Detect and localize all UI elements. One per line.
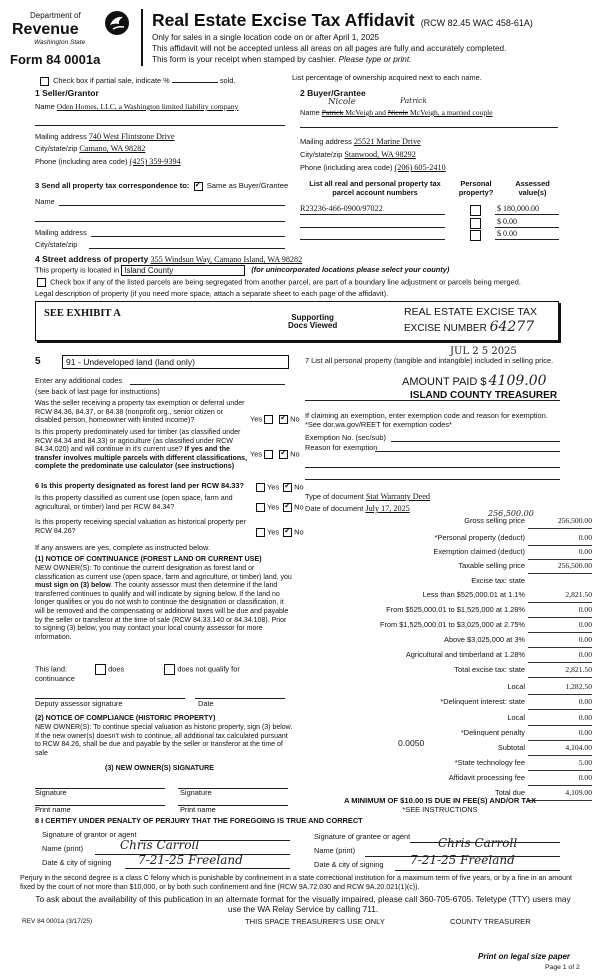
perjury-notice bbox=[20, 874, 586, 891]
correspondence-name-label: Name bbox=[35, 197, 55, 206]
partial-percent-field[interactable] bbox=[172, 74, 218, 83]
gross-price-handwritten: 256,500.00 bbox=[488, 509, 534, 518]
tax-line-value[interactable]: 0.00 bbox=[528, 650, 592, 663]
land-use-select[interactable]: 91 - Undeveloped land (land only) bbox=[62, 355, 289, 369]
buyer-address[interactable]: 25521 Marine Drive bbox=[353, 137, 421, 146]
grantee-date-label: Date & city of signing bbox=[314, 860, 384, 869]
correspondence-heading: 3 Send all property tax correspondence to: bbox=[35, 181, 190, 190]
grantor-name-handwritten: Chris Carroll bbox=[120, 838, 200, 852]
seller-phone[interactable]: (425) 359-9394 bbox=[129, 157, 181, 166]
revenue-mark-icon bbox=[104, 10, 130, 36]
deputy-date-label: Date bbox=[198, 699, 214, 708]
tax-line-value[interactable]: 0.00 bbox=[528, 728, 592, 741]
q2-no-label: No bbox=[290, 449, 300, 459]
buyer-address-row bbox=[300, 137, 421, 147]
page-number: Page 1 of 2 bbox=[545, 964, 580, 971]
doc-date-label: Date of document bbox=[305, 504, 364, 513]
s6-q3-yes-label: Yes bbox=[267, 527, 280, 537]
buyer-city[interactable]: Stanwood, WA 98292 bbox=[344, 150, 416, 159]
seller-name-line-2 bbox=[35, 124, 285, 126]
s6-q1-yes-no bbox=[254, 483, 304, 492]
seller-heading: 1 Seller/Grantor bbox=[35, 88, 99, 98]
tax-line-value[interactable]: 0.00 bbox=[528, 605, 592, 618]
excise-stamp bbox=[404, 306, 537, 335]
local-rate: 0.0050 bbox=[398, 738, 425, 748]
parcel-number-field[interactable]: R23236-466-0900/97022 bbox=[300, 204, 445, 215]
additional-codes-note: (see back of last page for instructions) bbox=[35, 387, 160, 396]
owner-print-label-2: Print name bbox=[180, 805, 216, 814]
same-as-buyer-label: Same as Buyer/Grantee bbox=[206, 181, 289, 190]
tax-line-label: Above $3,025,000 at 3% bbox=[444, 635, 525, 644]
notice-3 bbox=[152, 55, 411, 65]
grantee-date-handwritten: 7-21-25 Freeland bbox=[410, 853, 515, 867]
legal-description-label: Legal description of property (if you need more space, attach a separate sheet to each page of the affidavit). bbox=[35, 289, 389, 298]
tax-line-value[interactable]: 5.00 bbox=[528, 758, 592, 771]
tax-line-label: Agricultural and timberland at 1.28% bbox=[405, 650, 525, 659]
exemption-number-field[interactable] bbox=[391, 440, 560, 442]
exemption-number-row bbox=[305, 434, 560, 443]
correspondence-city-row bbox=[35, 241, 285, 250]
form-title-row bbox=[152, 10, 533, 31]
parcel-number-field[interactable] bbox=[300, 229, 445, 240]
q2-yes-checkbox[interactable] bbox=[264, 450, 273, 459]
correspondence-name-row bbox=[35, 198, 285, 207]
property-address-row bbox=[35, 254, 302, 265]
seller-name-label: Name bbox=[35, 102, 55, 111]
correspondence-name-line-2 bbox=[35, 220, 285, 222]
timber-question bbox=[35, 428, 249, 471]
if-yes-instructions: If any answers are yes, complete as instructed below. bbox=[35, 543, 210, 552]
property-address[interactable]: 355 Windsun Way, Camano Island, WA 98282 bbox=[150, 255, 303, 264]
doc-date[interactable]: July 17, 2025 bbox=[365, 504, 410, 513]
header-divider bbox=[141, 9, 143, 66]
tax-line-value[interactable]: 0.00 bbox=[528, 697, 592, 710]
tax-line-value[interactable]: 4,109.00 bbox=[528, 788, 592, 801]
correspondence-address-field[interactable] bbox=[91, 235, 285, 237]
timber-question-bold: If yes and the transfer involves multiple parcels with different classifications, complete the predominate use calculator (see instructions) bbox=[35, 445, 248, 470]
grantor-date-handwritten: 7-21-25 Freeland bbox=[138, 853, 243, 867]
grantee-name-label: Name (print) bbox=[314, 846, 356, 855]
q2-no-checkbox[interactable] bbox=[279, 450, 288, 459]
form-number: Form 84 0001a bbox=[10, 52, 101, 67]
tax-line-value[interactable]: 0.00 bbox=[528, 773, 592, 786]
parcel-personal-checkbox[interactable] bbox=[470, 218, 481, 229]
buyer-name-struck-2: Nicole bbox=[387, 108, 409, 117]
partial-sold-label: sold. bbox=[219, 76, 236, 85]
grantee-date-field[interactable] bbox=[395, 869, 560, 871]
q1-yes-label: Yes bbox=[250, 414, 263, 424]
buyer-phone-label: Phone (including area code) bbox=[300, 163, 393, 172]
exemption-instructions: If claiming an exemption, enter exemption code and reason for exemption. *See dor.wa.gov/REET for exemption codes* bbox=[305, 411, 548, 429]
tax-line-label: Total excise tax: state bbox=[454, 665, 525, 674]
parcel-col-numbers: List all real and personal property tax parcel account numbers bbox=[309, 179, 441, 197]
county-prefix: This property is located in bbox=[35, 265, 120, 275]
doc-date-row bbox=[305, 504, 410, 514]
legal-paper-note: Print on legal size paper bbox=[478, 952, 571, 961]
tax-line-label: *State technology fee bbox=[454, 758, 525, 767]
timber-question-text: Is this property predominately used for timber (as classified under RCW 84.34 and 84.33) or agriculture (as classified under RCW 84.34.020) and will continue in it's current use? bbox=[35, 428, 241, 453]
exemption-reason-field[interactable] bbox=[375, 450, 560, 452]
dor-logo bbox=[12, 8, 132, 52]
s6-q1-no-checkbox[interactable] bbox=[283, 483, 292, 492]
logo-agency-line2: Revenue bbox=[12, 21, 79, 38]
buyer-name-struck-1: Patrick bbox=[321, 108, 344, 117]
treasurer-stamp: ISLAND COUNTY TREASURER bbox=[410, 389, 558, 401]
grantee-name-handwritten: Chris Carroll bbox=[438, 836, 518, 850]
correspondence-city-field[interactable] bbox=[89, 247, 285, 249]
tax-line-value[interactable]: 0.00 bbox=[528, 635, 592, 648]
seller-name[interactable]: Oden Homes, LLC, a Washington limited liability company bbox=[56, 102, 239, 111]
s6-q2-no-checkbox[interactable] bbox=[283, 503, 292, 512]
doc-type-label: Type of document bbox=[305, 492, 364, 501]
seller-address[interactable]: 740 West Flintstone Drive bbox=[88, 132, 175, 141]
owner-signature-label-1: Signature bbox=[35, 788, 67, 797]
exemption-question: Was the seller receiving a property tax exemption or deferral under RCW 84.36, 84.37, or 84.38 (nonprofit org., senior citizen or disabled person, homeowner with limited income)? bbox=[35, 399, 245, 424]
notice-body-b: must sign on (3) below bbox=[35, 582, 111, 590]
correspondence-name-field[interactable] bbox=[59, 204, 285, 206]
same-as-buyer-checkbox[interactable] bbox=[194, 182, 203, 191]
s6-q1-no-label: No bbox=[294, 482, 304, 492]
tax-line-label: Exemption claimed (deduct) bbox=[433, 547, 525, 556]
buyer-city-row bbox=[300, 150, 416, 160]
logo-agency-line1: Department of bbox=[30, 11, 81, 20]
stamp-docs-viewed: Docs Viewed bbox=[288, 321, 338, 330]
seller-address-label: Mailing address bbox=[35, 132, 87, 141]
exemption-reason-line-3 bbox=[305, 478, 560, 480]
notice-2: This affidavit will not be accepted unless all areas on all pages are fully and accurately completed. bbox=[152, 44, 507, 53]
correspondence-city-label: City/state/zip bbox=[35, 240, 78, 249]
tax-line-label: Local bbox=[507, 713, 525, 722]
legal-description-box[interactable] bbox=[35, 301, 559, 341]
form-citation: (RCW 82.45 WAC 458-61A) bbox=[420, 18, 533, 28]
q2-yes-label: Yes bbox=[250, 449, 263, 459]
stamp-supporting: Supporting bbox=[291, 313, 334, 322]
parcel-personal-checkbox[interactable] bbox=[470, 230, 481, 241]
personal-property-title bbox=[305, 357, 560, 366]
buyer-hand-second: Patrick bbox=[400, 96, 427, 105]
form-title: Real Estate Excise Tax Affidavit bbox=[152, 10, 415, 30]
s6-q2-yes-label: Yes bbox=[267, 502, 280, 512]
excise-number-row bbox=[404, 319, 537, 336]
land-does-checkbox[interactable] bbox=[95, 664, 106, 675]
personal-property-line-1 bbox=[305, 399, 560, 401]
s6-q1-yes-label: Yes bbox=[267, 482, 280, 492]
tax-line-label: Less than $525,000.01 at 1.1% bbox=[422, 590, 525, 599]
buyer-name-line-2 bbox=[300, 126, 558, 128]
tax-line-label: Total due bbox=[495, 788, 525, 797]
seller-address-row bbox=[35, 132, 285, 142]
exemption-reason-line-2 bbox=[305, 466, 560, 468]
doc-type-row bbox=[305, 492, 430, 502]
parcel-personal-checkbox[interactable] bbox=[470, 205, 481, 216]
personal-property-title-text: 7 List all personal property (tangible and intangible) included in selling price. bbox=[305, 356, 554, 365]
tax-line-value[interactable]: 256,500.00 bbox=[528, 561, 592, 574]
grantor-signature-label: Signature of grantor or agent bbox=[42, 830, 137, 839]
s6-q2-no-label: No bbox=[294, 502, 304, 512]
buyer-hand-first: Nicole bbox=[328, 97, 356, 107]
s6-q3-yes-checkbox[interactable] bbox=[256, 528, 265, 537]
seller-name-row bbox=[35, 102, 285, 112]
property-address-label: 4 Street address of property bbox=[35, 254, 149, 264]
notice-3-text: This form is your receipt when stamped by cashier. bbox=[152, 55, 337, 64]
date-received-stamp: JUL 2 5 2025 bbox=[450, 346, 517, 357]
land-does-label: does bbox=[108, 664, 125, 674]
segregated-label: Check box if any of the listed parcels are being segregated from another parcel, are part of a boundary line adjustment or parcels being merged. bbox=[50, 277, 521, 287]
additional-codes-row bbox=[35, 377, 285, 386]
perjury-notice-text: Perjury in the second degree is a class C felony which is punishable by confinement in a state correctional institution for a maximum term of five years, or by a fine in an amount fixed by the court of not more than $10,000, or by both such confinement and fine (RCW 9A.72.030 and RCW 9A.20.021(1)(c)). bbox=[20, 874, 573, 891]
excise-number-label: EXCISE NUMBER bbox=[404, 322, 487, 334]
s6-q3-yes-no bbox=[254, 528, 304, 537]
notice-3-print: Please type or print. bbox=[338, 55, 412, 64]
additional-codes-field[interactable] bbox=[130, 383, 285, 385]
land-not-qualify-label: does not qualify for bbox=[177, 664, 240, 674]
tax-line-label: *Delinquent penalty bbox=[460, 728, 525, 737]
amount-paid-stamp bbox=[402, 373, 557, 402]
buyer-phone-row bbox=[300, 163, 446, 173]
ownership-note: List percentage of ownership acquired next to each name. bbox=[292, 73, 482, 82]
tax-line-label: From $1,525,000.01 to $3,025,000 at 2.75% bbox=[379, 620, 525, 629]
partial-sale-checkbox[interactable] bbox=[40, 77, 49, 86]
deputy-signature-label: Deputy assessor signature bbox=[35, 699, 123, 708]
this-land-label: This land: bbox=[35, 664, 68, 674]
excise-number: 64277 bbox=[489, 318, 535, 335]
notice-body-c: . The county assessor must then determine if the land transferred continues to qualify and will indicate by signing below. If the land no longer qualifies or you do not wish to continue the designation or classification, it will be removed and the compensating or additional taxes will be due and payable by the seller or transferor at the time of sale (RCW 84.33.140 or 84.34.108). Prior to signing (3) below, you may contact your local county assessor for more information. bbox=[35, 582, 289, 641]
county-treasurer: COUNTY TREASURER bbox=[450, 917, 531, 926]
buyer-name-end: McVeigh, a married couple bbox=[408, 108, 493, 117]
buyer-address-label: Mailing address bbox=[300, 137, 352, 146]
grantee-signature-label: Signature of grantee or agent bbox=[314, 832, 411, 841]
treasurer-use: THIS SPACE TREASURER'S USE ONLY bbox=[245, 917, 385, 926]
q1-no-label: No bbox=[290, 414, 300, 424]
correspondence-address-row bbox=[35, 229, 285, 238]
exhibit-text: SEE EXHIBIT A bbox=[44, 308, 121, 319]
tax-line-value[interactable]: 0.00 bbox=[528, 620, 592, 633]
county-select[interactable]: Island County bbox=[121, 265, 245, 276]
s6-q3-no-label: No bbox=[294, 527, 304, 537]
tax-line-value[interactable]: 0.00 bbox=[528, 547, 592, 560]
land-not-qualify-checkbox[interactable] bbox=[164, 664, 175, 675]
tax-line-value[interactable]: 1,282.50 bbox=[528, 682, 592, 695]
exemption-reason-row bbox=[305, 444, 560, 453]
s6-q3-no-checkbox[interactable] bbox=[283, 528, 292, 537]
owner-print-label-1: Print name bbox=[35, 805, 71, 814]
historical-question: Is this property receiving special valuation as historical property per RCW 84.26? bbox=[35, 518, 246, 535]
tax-line-value[interactable]: 4,104.00 bbox=[528, 743, 592, 756]
section5-num: 5 bbox=[35, 356, 41, 367]
seller-city-label: City/state/zip bbox=[35, 144, 78, 153]
correspondence-row bbox=[35, 181, 288, 191]
amount-paid-value: 4109.00 bbox=[488, 373, 547, 389]
partial-sale-row bbox=[38, 74, 235, 86]
seller-phone-row bbox=[35, 157, 285, 167]
seller-city[interactable]: Camano, WA 98282 bbox=[79, 144, 146, 153]
buyer-city-label: City/state/zip bbox=[300, 150, 343, 159]
parcel-assessed-value[interactable]: $ 0.00 bbox=[495, 217, 559, 228]
seller-phone-label: Phone (including area code) bbox=[35, 157, 128, 166]
additional-codes-label: Enter any additional codes bbox=[35, 376, 123, 385]
exemption-reason-label: Reason for exemption bbox=[305, 443, 378, 452]
seller-city-row bbox=[35, 144, 285, 154]
partial-sale-label: Check box if partial sale, indicate % bbox=[53, 76, 170, 85]
buyer-phone[interactable]: (206) 605-2410 bbox=[394, 163, 446, 172]
tax-line-label: *Personal property (deduct) bbox=[434, 533, 525, 542]
tax-line-label: Excise tax: state bbox=[471, 576, 525, 585]
notice-continuance-title: (1) NOTICE OF CONTINUANCE (FOREST LAND OR CURRENT USE) bbox=[35, 555, 262, 563]
see-instructions: *SEE INSTRUCTIONS bbox=[402, 805, 478, 814]
amount-paid-label: AMOUNT PAID $ bbox=[402, 376, 487, 388]
certify-statement: 8 I CERTIFY UNDER PENALTY OF PERJURY THAT THE FOREGOING IS TRUE AND CORRECT bbox=[35, 816, 363, 825]
q2-yes-no bbox=[250, 450, 300, 459]
county-row bbox=[35, 265, 449, 276]
parcel-assessed-value[interactable]: $ 0.00 bbox=[495, 229, 559, 240]
doc-type[interactable]: Stat Warranty Deed bbox=[365, 492, 431, 501]
buyer-name-label: Name bbox=[300, 108, 320, 117]
logo-agency-line3: Washington State bbox=[34, 39, 86, 46]
current-use-question: Is this property classified as current use (open space, farm and agricultural, or timber) land per RCW 84.34? bbox=[35, 494, 233, 511]
tax-line-label: Affidavit processing fee bbox=[448, 773, 525, 782]
parcel-col-personal: Personal property? bbox=[458, 179, 494, 197]
tax-line-value[interactable]: 2,821.50 bbox=[528, 665, 592, 678]
grantor-name-label: Name (print) bbox=[42, 844, 84, 853]
excise-stamp-title: REAL ESTATE EXCISE TAX bbox=[404, 306, 538, 318]
q1-no-checkbox[interactable] bbox=[279, 415, 288, 424]
tax-line-value[interactable]: 0.00 bbox=[528, 533, 592, 546]
owner-signature-label-2: Signature bbox=[180, 788, 212, 797]
buyer-name-row bbox=[300, 108, 493, 118]
notice-1: Only for sales in a single location code on or after April 1, 2025 bbox=[152, 33, 380, 42]
q1-yes-checkbox[interactable] bbox=[264, 415, 273, 424]
parcel-assessed-value[interactable]: $ 180,000.00 bbox=[495, 204, 559, 215]
tax-line-label: Taxable selling price bbox=[458, 561, 525, 570]
tax-line-label: Subtotal bbox=[497, 743, 525, 752]
tax-line-value[interactable]: 0.00 bbox=[528, 713, 592, 726]
q1-yes-no bbox=[250, 415, 300, 424]
tax-line-value[interactable]: 2,821.50 bbox=[528, 590, 592, 603]
exemption-number-label: Exemption No. (sec/sub) bbox=[305, 433, 386, 442]
new-owner-signature-title: (3) NEW OWNER(S) SIGNATURE bbox=[105, 764, 215, 772]
notice-body-a: NEW OWNER(S): To continue the current designation as forest land or classification as current use (open space, farm and agriculture, or timber) land, you bbox=[35, 565, 292, 581]
notice-compliance-title: (2) NOTICE OF COMPLIANCE (HISTORIC PROPERTY) bbox=[35, 714, 216, 722]
segregated-checkbox[interactable] bbox=[37, 278, 46, 287]
correspondence-address-label: Mailing address bbox=[35, 228, 87, 237]
forest-question: 6 Is this property designated as forest land per RCW 84.33? bbox=[35, 481, 245, 490]
tax-line-value[interactable]: 256,500.00 bbox=[528, 516, 592, 529]
buyer-name-middle: McVeigh and bbox=[343, 108, 388, 117]
s6-q2-yes-no bbox=[254, 503, 304, 512]
tax-line-label: From $525,000.01 to $1,525,000 at 1.28% bbox=[386, 605, 525, 614]
rev-number: REV 84 0001a (3/17/25) bbox=[22, 918, 93, 925]
notice-continuance-body bbox=[35, 565, 293, 642]
tax-line-label: Gross selling price bbox=[464, 516, 525, 525]
s6-q1-yes-checkbox[interactable] bbox=[256, 483, 265, 492]
parcel-col-assessed: Assessed value(s) bbox=[515, 179, 550, 197]
continuance-label: continuance bbox=[35, 674, 75, 683]
grantor-date-label: Date & city of signing bbox=[42, 858, 112, 867]
accessibility-notice: To ask about the availability of this publication in an alternate format for the visually impaired, please call 360-705-6705. Teletype (TTY) users may use the WA Relay Service by calling 711. bbox=[35, 894, 571, 914]
s6-q2-yes-checkbox[interactable] bbox=[256, 503, 265, 512]
supporting-docs-stamp bbox=[288, 314, 337, 330]
buyer-name[interactable] bbox=[322, 108, 493, 117]
buyer-heading: 2 Buyer/Grantee bbox=[300, 88, 366, 98]
parcel-number-field[interactable] bbox=[300, 217, 445, 228]
tax-line-label: *Delinquent interest: state bbox=[440, 697, 525, 706]
county-note: (for unincorporated locations please select your county) bbox=[251, 265, 450, 275]
segregated-row bbox=[35, 278, 521, 287]
tax-line-label: Local bbox=[507, 682, 525, 691]
notice-compliance-body: NEW OWNER(S): To continue special valuation as historic property, sign (3) below. If the new owner(s) doesn't wish to continue, all additional tax calculated pursuant to RCW 84.26, shall be due and payable by the seller or transferor at the time of sale bbox=[35, 724, 293, 757]
minimum-fee-notice: A MINIMUM OF $10.00 IS DUE IN FEE(S) AND/OR TAX bbox=[343, 796, 537, 805]
